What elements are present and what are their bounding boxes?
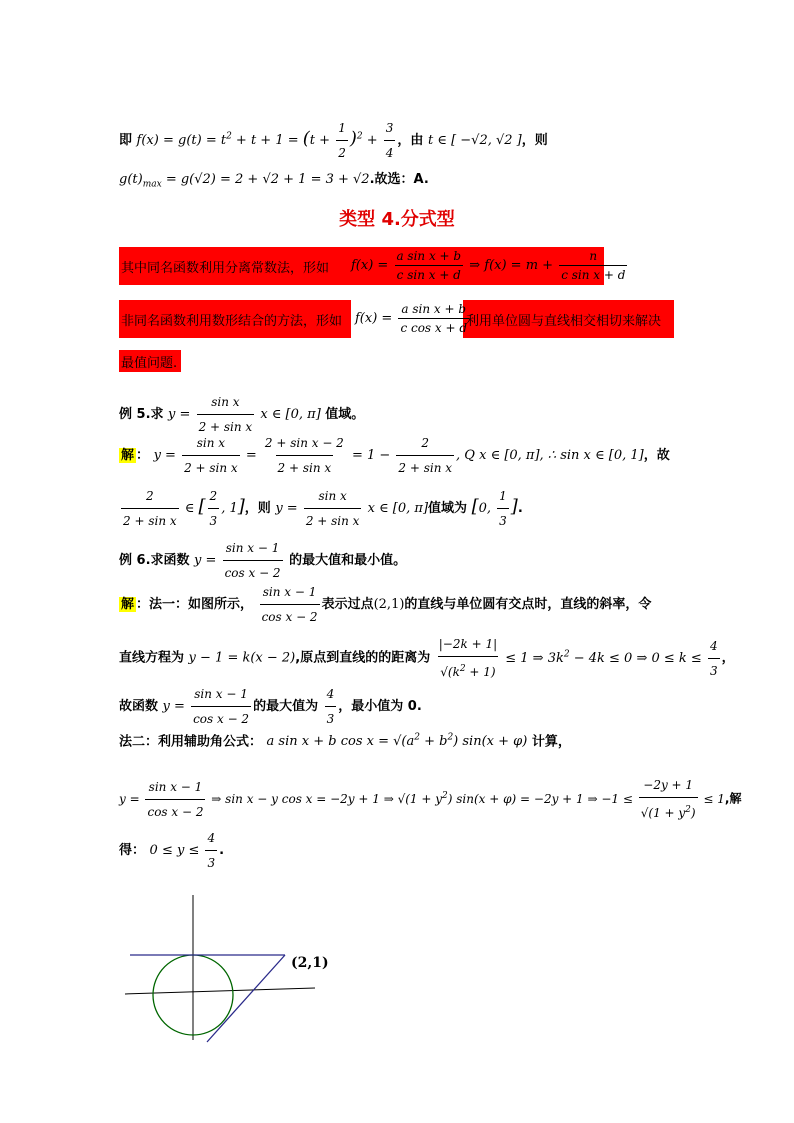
formula-final: 0 ≤ y ≤ $\frac{4}{3}$ [150,843,220,858]
solution-label-6: 解 [121,597,135,612]
result-mid2: ，最小值为 0. [338,699,422,714]
formula-sol5: y = $\frac{\text{sin x}}{\text{2 + sin x}}$ = $\frac{\text{2 + sin x − 2}}{\text{2 + sin x}}$ = 1 − $\frac{2}{\text{2 + sin x}}$ , Q x ∈ [0, π], ∴ sin x ∈ [0, 1] [154,448,644,463]
line-equation: 直线方程为 y − 1 = k(x − 2),原点到直线的的距离为 $\frac{|-2k + 1|}{√(k^2 + 1)}$ ≤ 1 ⇒ $3k^2 - 4k \le 0$ ⇒ 0 ≤ k ≤ $\frac{4}{3}$ ， [119,634,684,682]
text-ze: ，则 [521,133,548,148]
solve-end: ,解 [724,791,742,806]
ex5-end: 值域。 [325,407,365,422]
sol5-end: ，故 [643,448,670,463]
line-1 [119,118,684,163]
leq-mid: ,原点到直线的的距离为 [295,650,431,666]
leq-label: 直线方程为 [119,650,185,666]
sol6-c: 的直线与单位圆有交点时，直线的斜率，令 [404,597,652,612]
formula-derivation: y = $\frac{\text{sin x − 1}}{\text{cos x − 2}}$ ⇒ sin x − y cos x = −2y + 1 ⇒ $√(1 + y^2)$ sin(x + φ) = −2y + 1 ⇒ −1 ≤ $\frac{-2y + 1}{√(1 + y^2)}$ ≤ 1 [119,792,725,806]
formula-aux-angle: a sin x + b $\cos x = √(a^2 + b^2) \sin(x + \varphi)$ [266,733,528,750]
highlight-bar-3 [119,350,181,372]
result-mid: 的最大值为 [253,699,319,714]
formula-result: y = $\frac{\text{sin x − 1}}{\text{cos x − 2}}$ [163,699,254,714]
formula-max: $\frac{4}{3}$ [323,699,339,714]
formula-sol5-y: y = $\frac{\text{sin x}}{\text{2 + sin x}}$ x ∈ [0, π] [275,501,428,516]
red2-tail: 利用单位圆与直线相交相切来解决 [466,314,662,329]
highlight-bar-1 [119,247,626,285]
method-2-derivation [119,775,742,823]
example-5 [119,392,684,437]
slanted-tangent-line [207,955,285,1042]
solution-label: 解 [121,448,135,463]
final-line: 得： 0 ≤ y ≤ $\frac{4}{3}$ . [119,828,684,873]
line-2 [119,170,684,195]
sol6-a: ：法一：如图所示， [136,597,254,612]
formula-ex6: y = $\frac{\text{sin x − 1}}{\text{cos x − 2}}$ [194,553,285,568]
formula-sol5-range: $\frac{2}{\text{2 + sin x}}$ ∈ [ $\frac{2}{3}$ , 1] [119,501,245,516]
method2-label: 法二：利用辅助角公式： [119,734,263,750]
formula-g-max: $g(t)_{max} = g(√2) = 2 + √2 + 1 = 3 + √2$ [119,172,370,190]
formula-separation: f(x) = $\frac{\text{a sin x + b}}{\text{c sin x + d}}$ ⇒ f(x) = m + $\frac{n}{\text{c sin x + d}}$ [351,249,626,282]
formula-f-eq-g: $f(x) = g(t) = t^2 + t + 1 = (t$ + $\frac{1}{2}$ )$^2$ + $\frac{3}{4}$ [137,133,398,148]
method-2 [119,728,684,752]
ex6-label: 例 6.求函数 [119,553,190,568]
sol6-b: 表示过点 [321,597,374,612]
text-ji: 即 [119,133,133,148]
red2-text: 非同名函数利用数形结合的方法，形如 [121,314,343,329]
formula-line-eq: y − 1 = k(x − 2) [188,650,296,666]
formula-point: (2,1) [373,597,405,612]
ex6-end: 的最大值和最小值。 [289,553,407,568]
sol5b-end: 值域为 [428,501,468,516]
example-6 [119,538,684,583]
result-line [119,684,684,729]
section-heading: 类型 4.分式型 [339,209,455,230]
ex5-label: 例 5.求 [119,407,164,422]
text-answer-a: .故选：A. [369,172,429,187]
highlight-bar-2 [119,300,674,338]
formula-range-result: [0, $\frac{1}{3}$ ] [472,501,518,516]
solution-6-line-1 [119,582,684,627]
sol5b-mid: ，则 [244,501,271,516]
point-label: (2,1) [291,955,329,971]
method2-end: 计算， [531,734,571,750]
formula-non-same: f(x) = $\frac{\text{a sin x + b}}{\text{c cos x + d}}$ [351,300,463,338]
text-you: ，由 [397,133,424,148]
red3-text: 最值问题. [121,356,178,371]
unit-circle-figure [115,890,345,1050]
solution-5-line-1: 解 ： y = $\frac{\text{sin x}}{\text{2 + sin x}}$ = $\frac{\text{2 + sin x − 2}}{\text{2 + sin x}}$ = 1 − $\frac{2}{\text{2 + sin x}}$ , Q x ∈ [0, π], ∴ sin x ∈ [0, 1]，故 [119,433,684,478]
red1-text: 其中同名函数利用分离常数法，形如 [121,261,330,276]
solution-5-line-2: $\frac{2}{\text{2 + sin x}}$ ∈ [ $\frac{2}{3}$ , 1]，则 y = $\frac{\text{sin x}}{\text{2 + sin x}}$ x ∈ [0, π]值域为 [0, $\frac{1}{3}$ ]. [119,486,684,531]
formula-ex5: y = $\frac{\text{sin x}}{\text{2 + sin x}}$ x ∈ [0, π] [168,407,321,422]
result-prefix: 故函数 [119,699,159,714]
formula-sol6-frac: $\frac{\text{sin x − 1}}{\text{cos x − 2}}$ [258,597,322,612]
final-prefix: 得： [119,843,146,858]
formula-distance: $\frac{|-2k + 1|}{√(k^2 + 1)}$ ≤ 1 ⇒ $3k^2 - 4k \le 0$ ⇒ 0 ≤ k ≤ $\frac{4}{3}$ [435,651,722,666]
formula-t-range: t ∈ [ −√2, √2 ] [427,133,522,148]
